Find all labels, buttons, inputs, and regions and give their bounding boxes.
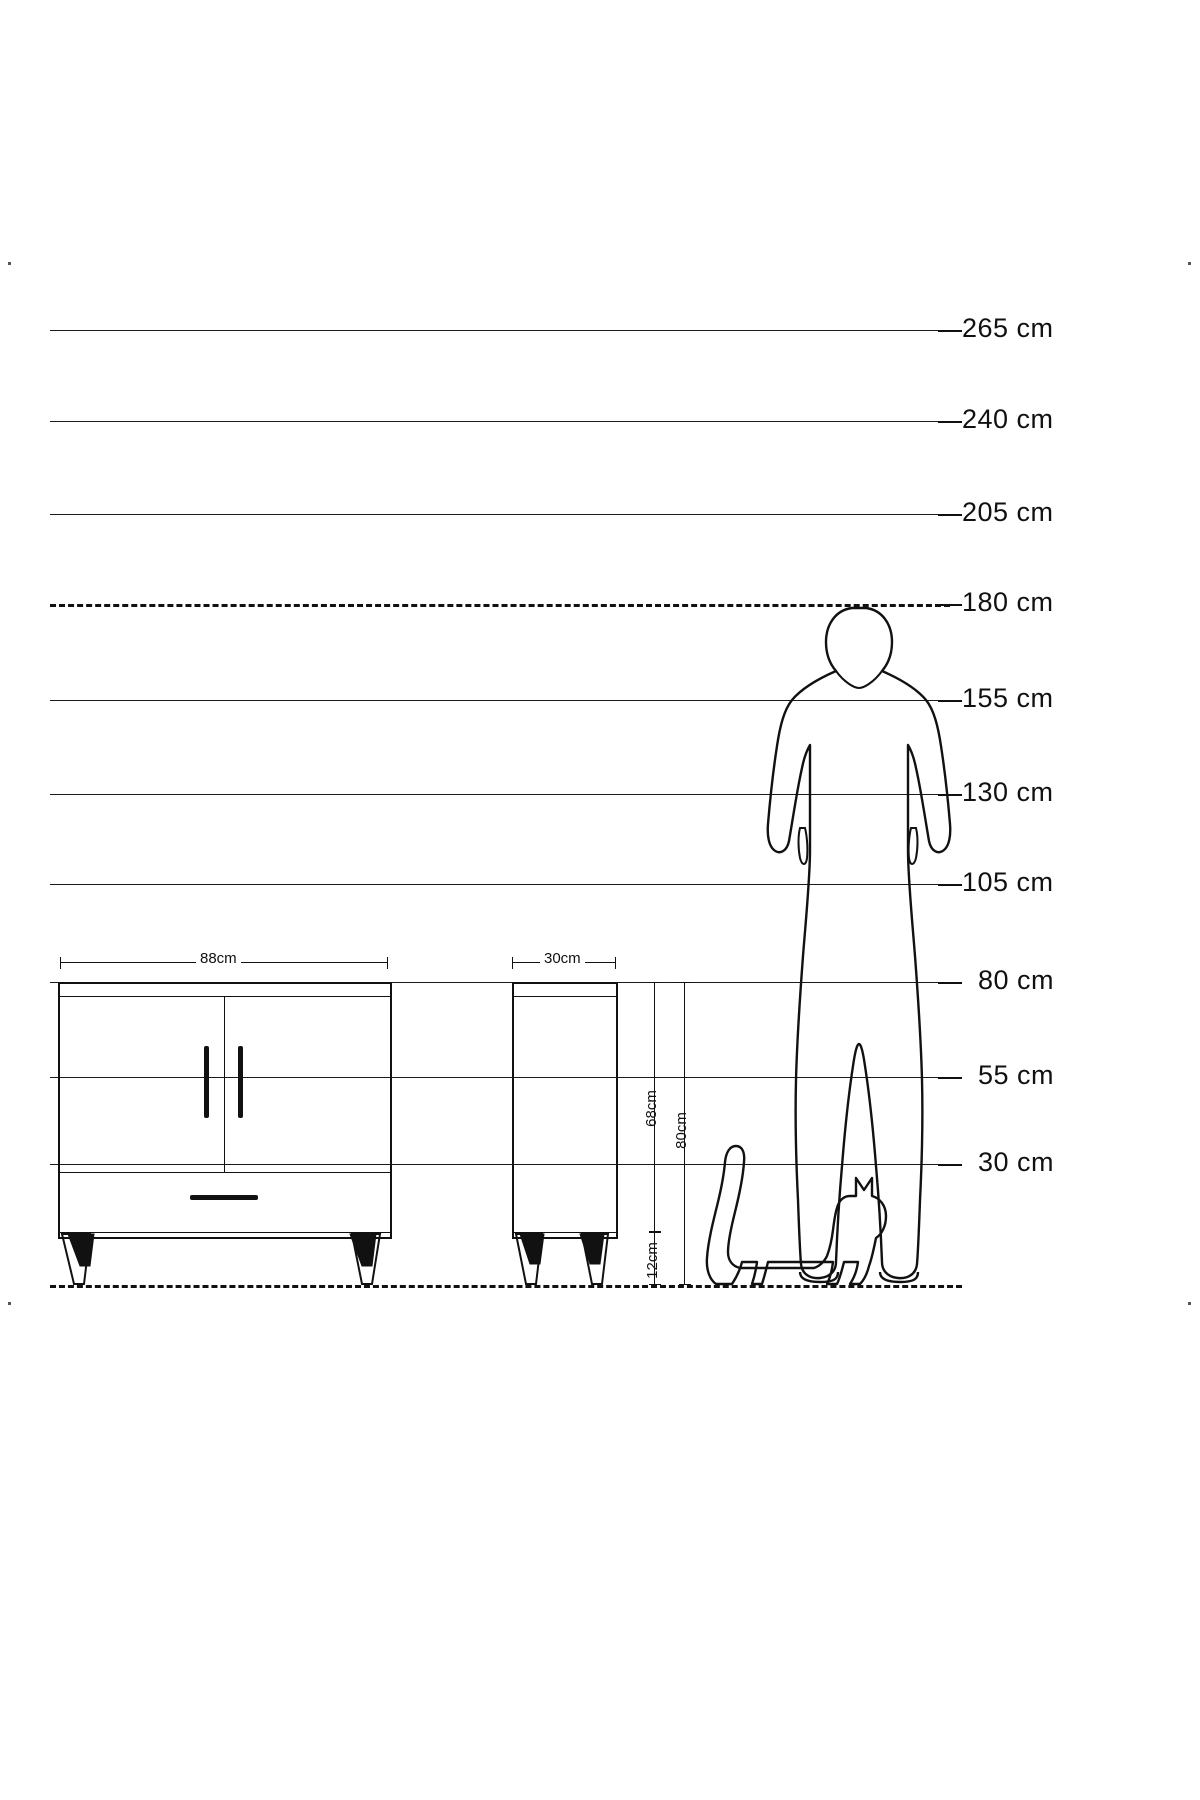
scale-tick-240	[938, 421, 962, 423]
registration-dot-top-right	[1188, 262, 1191, 265]
scale-tick-180	[938, 604, 962, 606]
scale-tick-30	[938, 1164, 962, 1166]
sideboard-left-door-handle	[204, 1046, 209, 1118]
cat-silhouette	[694, 1138, 894, 1290]
registration-dot-top-left	[8, 262, 11, 265]
sideboard-body	[58, 982, 392, 1239]
sideboard-drawer-handle	[190, 1195, 258, 1200]
scale-tick-265	[938, 330, 962, 332]
registration-dot-bottom-left	[8, 1302, 11, 1305]
cabinet-top-plate-line	[512, 996, 616, 997]
scale-line-105	[50, 884, 950, 885]
scale-tick-105	[938, 884, 962, 886]
sideboard-bottom-plate-line	[58, 1232, 390, 1233]
cabinet-width-label: 30cm	[540, 950, 585, 967]
scale-label-30: 30 cm	[978, 1147, 1055, 1177]
sideboard-width-label: 88cm	[196, 950, 241, 967]
scale-tick-55	[938, 1077, 962, 1079]
scale-tick-130	[938, 794, 962, 796]
scale-line-155	[50, 700, 950, 701]
cabinet-body-height-label: 68cm	[642, 1090, 660, 1127]
scale-label-155: 155 cm	[962, 683, 1054, 713]
scale-label-80: 80 cm	[978, 965, 1055, 995]
person-silhouette	[740, 600, 970, 1290]
sideboard-legs	[54, 1232, 394, 1288]
scale-tick-205	[938, 514, 962, 516]
scale-line-265	[50, 330, 950, 331]
scale-line-130	[50, 794, 950, 795]
ground-line	[50, 1285, 962, 1288]
cabinet-total-height-label: 80cm	[672, 1112, 690, 1149]
scale-label-240: 240 cm	[962, 404, 1054, 434]
scale-label-55: 55 cm	[978, 1060, 1055, 1090]
scale-label-265: 265 cm	[962, 313, 1054, 343]
sideboard-door-divider	[224, 996, 225, 1172]
scale-label-205: 205 cm	[962, 497, 1054, 527]
scale-label-180: 180 cm	[962, 587, 1054, 617]
scale-label-105: 105 cm	[962, 867, 1054, 897]
cabinet-bottom-plate-line	[512, 1232, 616, 1233]
scale-line-180-dashed	[50, 604, 950, 607]
scale-line-205	[50, 514, 950, 515]
sideboard-drawer-separator	[58, 1172, 390, 1173]
cabinet-body	[512, 982, 618, 1239]
scale-tick-80	[938, 982, 962, 984]
sideboard-right-door-handle	[238, 1046, 243, 1118]
scale-tick-155	[938, 700, 962, 702]
scale-label-130: 130 cm	[962, 777, 1054, 807]
leg-height-label: 12cm	[643, 1242, 661, 1279]
cabinet-legs	[508, 1232, 620, 1288]
scale-line-240	[50, 421, 950, 422]
registration-dot-bottom-right	[1188, 1302, 1191, 1305]
